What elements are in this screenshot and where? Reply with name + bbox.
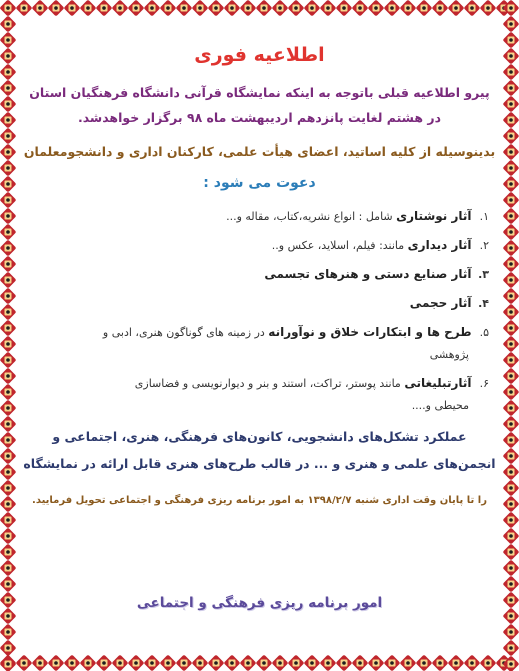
border-ornament xyxy=(288,655,305,671)
border-ornament xyxy=(503,656,519,671)
item-title: آثارتبلیغاتی xyxy=(404,376,472,390)
border-ornament xyxy=(0,624,16,641)
border-ornament xyxy=(432,655,449,671)
border-ornament xyxy=(48,655,65,671)
border-ornament xyxy=(0,32,16,49)
list-item xyxy=(32,372,489,417)
border-ornament xyxy=(0,368,16,385)
border-ornament xyxy=(0,640,16,657)
border-ornament xyxy=(0,16,16,33)
border-ornament xyxy=(0,256,16,273)
border-ornament xyxy=(503,336,519,353)
border-ornament xyxy=(503,112,519,129)
item-continuation: پژوهشی xyxy=(429,348,469,361)
border-ornament xyxy=(0,64,16,81)
border-ornament xyxy=(432,0,449,16)
border-ornament xyxy=(128,655,145,671)
border-ornament xyxy=(0,416,16,433)
border-ornament xyxy=(503,480,519,497)
border-ornament xyxy=(240,0,257,16)
border-ornament xyxy=(32,655,49,671)
border-ornament xyxy=(16,655,33,671)
border-ornament xyxy=(503,288,519,305)
performance-paragraph: عملکرد تشکل‌های دانشجویی، کانون‌های فرهنگی، هنری، اجتماعی و انجمن‌های علمی و هنری و ... در قالب طرح‌های هنری قابل ارائه در نمایشگاه xyxy=(23,429,496,471)
border-ornament xyxy=(0,240,16,257)
border-ornament xyxy=(503,432,519,449)
border-ornament xyxy=(0,384,16,401)
border-ornament xyxy=(16,0,33,16)
border-ornament xyxy=(208,655,225,671)
border-ornament xyxy=(448,655,465,671)
border-ornament xyxy=(224,0,241,16)
border-ornament xyxy=(503,32,519,49)
border-ornament xyxy=(0,496,16,513)
border-ornament xyxy=(0,336,16,353)
border-ornament xyxy=(503,608,519,625)
border-ornament xyxy=(112,655,129,671)
border-ornament xyxy=(0,432,16,449)
border-ornament xyxy=(503,352,519,369)
decorative-border-left xyxy=(0,0,16,671)
border-ornament xyxy=(240,655,257,671)
border-ornament xyxy=(304,0,321,16)
border-ornament xyxy=(112,0,129,16)
border-ornament xyxy=(320,0,337,16)
border-ornament xyxy=(0,320,16,337)
border-ornament xyxy=(503,384,519,401)
border-ornament xyxy=(256,0,273,16)
announcement-title: اطلاعیه فوری xyxy=(194,44,325,66)
border-ornament xyxy=(0,608,16,625)
decorative-border-right xyxy=(503,0,519,671)
list-item xyxy=(32,205,489,228)
border-ornament xyxy=(503,160,519,177)
border-ornament xyxy=(0,592,16,609)
item-title: آثار نوشتاری xyxy=(396,209,472,223)
border-ornament xyxy=(336,655,353,671)
invitee-line: بدینوسیله از کلیه اساتید، اعضای هیأت علمی، کارکنان اداری و دانشجومعلمان xyxy=(23,144,496,159)
border-ornament xyxy=(503,0,519,16)
border-ornament xyxy=(503,256,519,273)
border-ornament xyxy=(503,624,519,641)
list-item xyxy=(32,234,489,257)
border-ornament xyxy=(503,528,519,545)
decorative-border-top xyxy=(0,0,519,16)
border-ornament xyxy=(80,0,97,16)
border-ornament xyxy=(368,0,385,16)
border-ornament xyxy=(336,0,353,16)
border-ornament xyxy=(176,0,193,16)
border-ornament xyxy=(0,304,16,321)
border-ornament xyxy=(503,272,519,289)
border-ornament xyxy=(0,80,16,97)
border-ornament xyxy=(503,544,519,561)
item-number: ۵. xyxy=(479,326,489,339)
border-ornament xyxy=(503,240,519,257)
item-number: ۴. xyxy=(478,297,489,310)
border-ornament xyxy=(192,0,209,16)
border-ornament xyxy=(176,655,193,671)
border-ornament xyxy=(503,400,519,417)
border-ornament xyxy=(0,480,16,497)
border-ornament xyxy=(503,320,519,337)
border-ornament xyxy=(0,512,16,529)
work-categories-list xyxy=(22,205,497,417)
item-description: شامل : انواع نشریه،کتاب، مقاله و... xyxy=(226,210,397,223)
border-ornament xyxy=(64,655,81,671)
intro-paragraph: پیرو اطلاعیه قبلی باتوجه به اینکه نمایشگاه قرآنی دانشگاه فرهنگیان استان در هشتم لغایت پانزدهم اردیبهشت ماه ۹۸ برگزار خواهدشد. xyxy=(29,85,490,125)
list-item xyxy=(32,321,489,366)
border-ornament xyxy=(0,576,16,593)
border-ornament xyxy=(503,176,519,193)
item-continuation: محیطی و.... xyxy=(411,399,469,412)
invite-heading: دعوت می شود : xyxy=(203,175,316,191)
border-ornament xyxy=(503,224,519,241)
item-title: آثار حجمی xyxy=(409,296,472,310)
border-ornament xyxy=(503,192,519,209)
border-ornament xyxy=(400,0,417,16)
border-ornament xyxy=(272,655,289,671)
announcement-content xyxy=(22,22,497,649)
border-ornament xyxy=(503,560,519,577)
decorative-border-bottom xyxy=(0,655,519,671)
list-item xyxy=(32,292,489,315)
border-ornament xyxy=(0,112,16,129)
border-ornament xyxy=(0,400,16,417)
border-ornament xyxy=(96,655,113,671)
border-ornament xyxy=(503,464,519,481)
item-number: ۱. xyxy=(479,210,489,223)
border-ornament xyxy=(480,0,497,16)
border-ornament xyxy=(160,655,177,671)
item-number: ۳. xyxy=(478,268,489,281)
border-ornament xyxy=(0,272,16,289)
border-ornament xyxy=(224,655,241,671)
border-ornament xyxy=(272,0,289,16)
border-ornament xyxy=(368,655,385,671)
border-ornament xyxy=(0,560,16,577)
border-ornament xyxy=(0,448,16,465)
item-number: ۲. xyxy=(479,239,489,252)
border-ornament xyxy=(192,655,209,671)
border-ornament xyxy=(384,0,401,16)
item-description: مانند: فیلم، اسلاید، عکس و.. xyxy=(271,239,408,252)
border-ornament xyxy=(256,655,273,671)
border-ornament xyxy=(64,0,81,16)
border-ornament xyxy=(416,0,433,16)
border-ornament xyxy=(0,48,16,65)
item-description: مانند پوستر، تراکت، استند و بنر و دیوارنویسی و فضاسازی xyxy=(134,377,405,390)
border-ornament xyxy=(0,352,16,369)
border-ornament xyxy=(503,592,519,609)
border-ornament xyxy=(32,0,49,16)
item-title: آثار صنایع دستی و هنرهای تجسمی xyxy=(264,267,472,281)
border-ornament xyxy=(503,496,519,513)
border-ornament xyxy=(0,544,16,561)
border-ornament xyxy=(0,160,16,177)
border-ornament xyxy=(160,0,177,16)
border-ornament xyxy=(48,0,65,16)
border-ornament xyxy=(208,0,225,16)
border-ornament xyxy=(96,0,113,16)
border-ornament xyxy=(0,656,16,671)
border-ornament xyxy=(400,655,417,671)
border-ornament xyxy=(352,0,369,16)
border-ornament xyxy=(464,0,481,16)
border-ornament xyxy=(503,512,519,529)
border-ornament xyxy=(503,576,519,593)
border-ornament xyxy=(464,655,481,671)
border-ornament xyxy=(0,128,16,145)
border-ornament xyxy=(503,304,519,321)
item-number: ۶. xyxy=(479,377,489,390)
border-ornament xyxy=(503,96,519,113)
border-ornament xyxy=(144,655,161,671)
list-item xyxy=(32,263,489,286)
border-ornament xyxy=(503,128,519,145)
border-ornament xyxy=(144,0,161,16)
border-ornament xyxy=(0,96,16,113)
issuer-signature: امور برنامه ریزی فرهنگی و اجتماعی xyxy=(136,595,383,611)
item-title: آثار دیداری xyxy=(407,238,472,252)
border-ornament xyxy=(0,144,16,161)
border-ornament xyxy=(503,16,519,33)
item-description: در زمینه های گوناگون هنری، ادبی و xyxy=(102,326,269,339)
border-ornament xyxy=(503,64,519,81)
border-ornament xyxy=(503,48,519,65)
border-ornament xyxy=(352,655,369,671)
border-ornament xyxy=(384,655,401,671)
deadline-note: را تا پایان وقت اداری شنبه ۱۳۹۸/۲/۷ به امور برنامه ریزی فرهنگی و اجتماعی تحویل فرمایید. xyxy=(32,495,487,506)
border-ornament xyxy=(503,368,519,385)
border-ornament xyxy=(0,528,16,545)
border-ornament xyxy=(128,0,145,16)
border-ornament xyxy=(0,288,16,305)
border-ornament xyxy=(0,192,16,209)
border-ornament xyxy=(0,464,16,481)
border-ornament xyxy=(80,655,97,671)
border-ornament xyxy=(503,208,519,225)
item-title: طرح ها و ابتکارات خلاق و نوآورانه xyxy=(268,325,472,339)
border-ornament xyxy=(480,655,497,671)
border-ornament xyxy=(416,655,433,671)
border-ornament xyxy=(320,655,337,671)
border-ornament xyxy=(0,0,16,16)
border-ornament xyxy=(304,655,321,671)
border-ornament xyxy=(288,0,305,16)
border-ornament xyxy=(0,208,16,225)
border-ornament xyxy=(448,0,465,16)
border-ornament xyxy=(503,640,519,657)
border-ornament xyxy=(503,416,519,433)
border-ornament xyxy=(0,224,16,241)
border-ornament xyxy=(0,176,16,193)
border-ornament xyxy=(503,80,519,97)
border-ornament xyxy=(503,144,519,161)
border-ornament xyxy=(503,448,519,465)
